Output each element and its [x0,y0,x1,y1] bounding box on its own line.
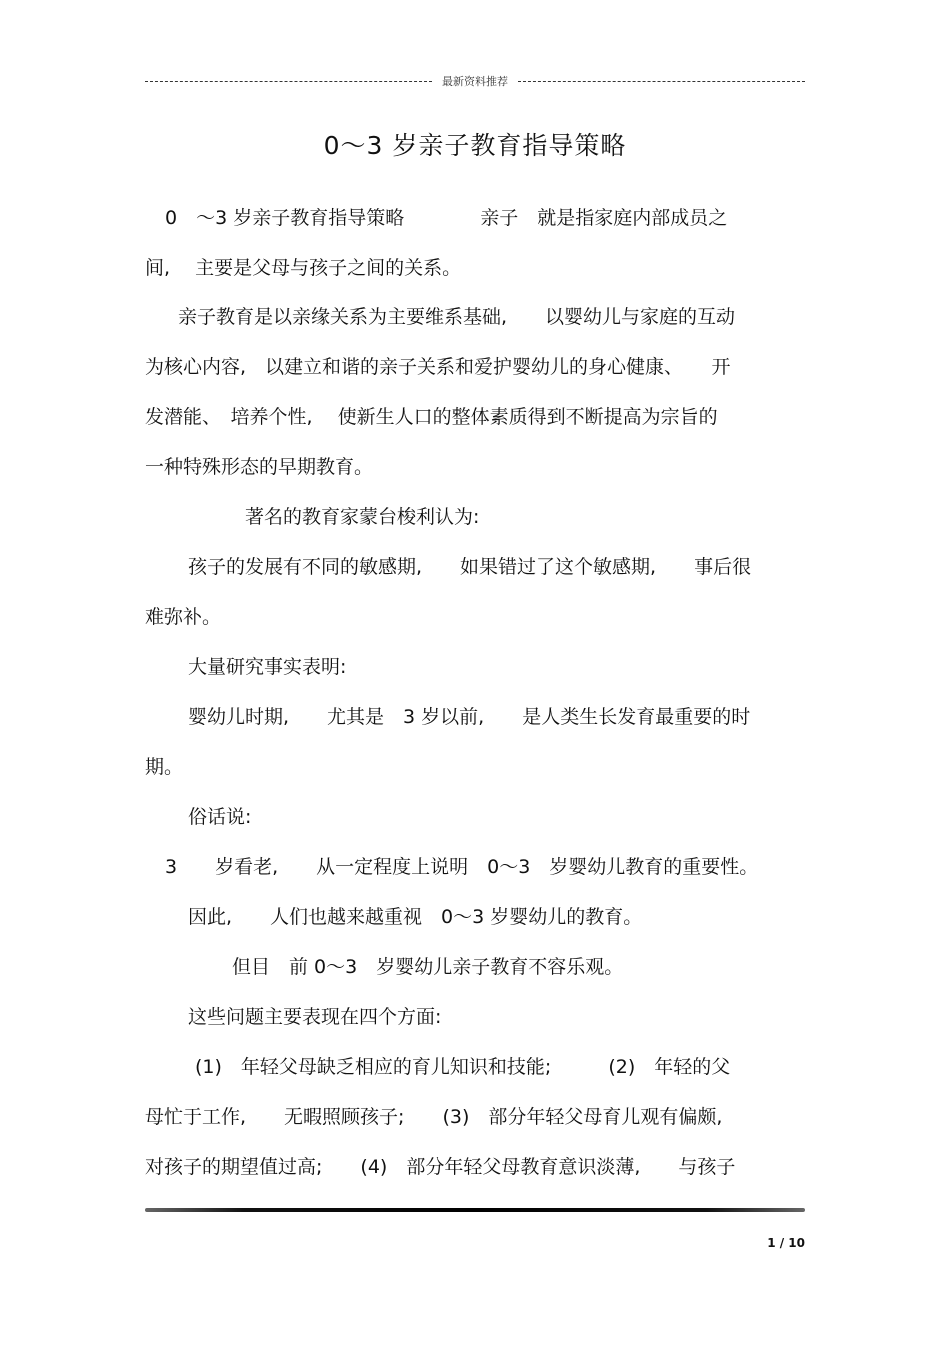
body-line: 母忙于工作, 无暇照顾孩子; (3) 部分年轻父母育儿观有偏颇, [145,1106,723,1128]
body-line: 期。 [145,756,184,778]
body-line: 著名的教育家蒙台梭利认为: [245,506,480,528]
body-line: 俗话说: [188,806,252,828]
page-number: 1 / 10 [767,1236,805,1250]
footer-rule [145,1208,805,1212]
body-line: 大量研究事实表明: [188,656,347,678]
header-label: 最新资料推荐 [442,75,508,88]
page-header [145,72,805,90]
body-line: 0 ～3 岁亲子教育指导策略 亲子 就是指家庭内部成员之 [165,207,728,229]
body-line: 但目 前 0～3 岁婴幼儿亲子教育不容乐观。 [232,956,624,978]
body-line: 因此, 人们也越来越重视 0～3 岁婴幼儿的教育。 [188,906,643,928]
document-title: 0～3 岁亲子教育指导策略 [323,131,627,160]
body-line: 婴幼儿时期, 尤其是 3 岁以前, 是人类生长发育最重要的时 [188,706,751,728]
body-line: 为核心内容, 以建立和谐的亲子关系和爱护婴幼儿的身心健康、 开 [145,356,731,378]
body-line: 发潜能、 培养个性, 使新生人口的整体素质得到不断提高为宗旨的 [145,406,718,428]
body-line: 对孩子的期望值过高; (4) 部分年轻父母教育意识淡薄, 与孩子 [145,1156,736,1178]
body-line: 亲子教育是以亲缘关系为主要维系基础, 以婴幼儿与家庭的互动 [178,306,736,328]
header-dash-left [145,81,432,82]
body-line: 这些问题主要表现在四个方面: [188,1006,442,1028]
body-line: 孩子的发展有不同的敏感期, 如果错过了这个敏感期, 事后很 [188,556,752,578]
body-line: 难弥补。 [145,606,222,628]
body-line: 一种特殊形态的早期教育。 [145,456,374,478]
body-line: 3 岁看老, 从一定程度上说明 0～3 岁婴幼儿教育的重要性。 [165,856,759,878]
body-line: 间, 主要是父母与孩子之间的关系。 [145,257,462,279]
body-line: (1) 年轻父母缺乏相应的育儿知识和技能; (2) 年轻的父 [195,1056,731,1078]
header-dash-right [518,81,805,82]
